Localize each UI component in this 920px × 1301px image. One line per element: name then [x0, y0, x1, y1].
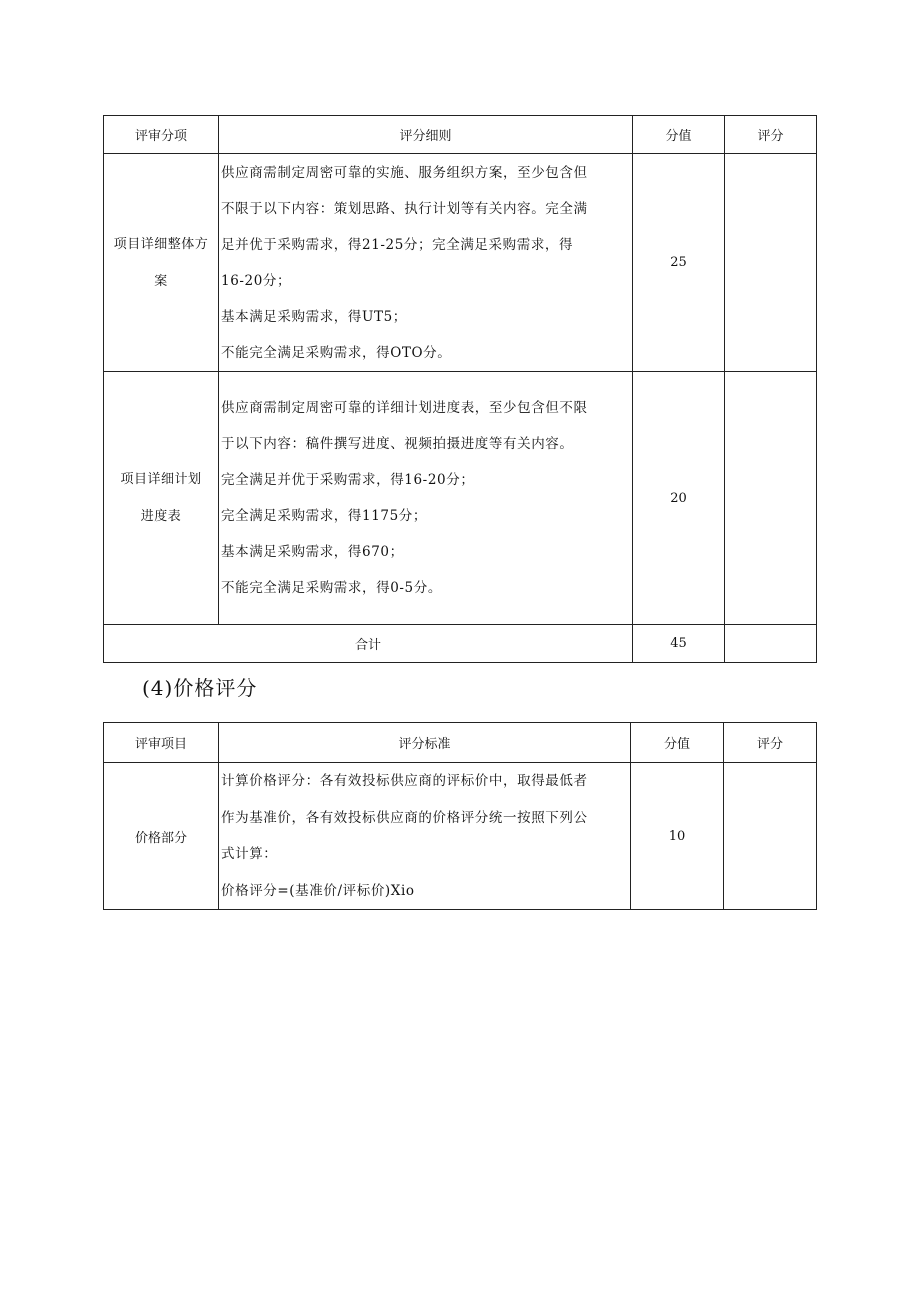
total-value: 45 — [633, 625, 725, 663]
review-item-cell: 价格部分 — [104, 763, 219, 910]
header-score: 评分 — [725, 116, 817, 154]
section-heading-price: (4)价格评分 — [142, 676, 258, 700]
review-item-line: 项目详细计划 — [120, 472, 202, 487]
total-score-cell[interactable] — [725, 625, 817, 663]
header-criteria: 评分标准 — [219, 723, 631, 763]
criteria-line: 式计算： — [221, 846, 278, 862]
score-cell[interactable] — [725, 372, 817, 625]
criteria-line: 计算价格评分：各有效投标供应商的评标价中，取得最低者 — [221, 773, 588, 789]
table-header-row — [104, 723, 817, 763]
total-row — [104, 625, 817, 663]
points-cell: 10 — [631, 763, 724, 910]
header-review-item: 评审项目 — [104, 723, 219, 763]
criteria-line: 不能完全满足采购需求，得0-5分。 — [221, 580, 442, 596]
criteria-line: 16-20分； — [221, 272, 292, 289]
criteria-line: 作为基准价，各有效投标供应商的价格评分统一按照下列公 — [221, 809, 588, 826]
table-row — [104, 763, 817, 910]
criteria-line: 基本满足采购需求，得UT5； — [221, 308, 407, 325]
criteria-line: 于以下内容：稿件撰写进度、视频拍摄进度等有关内容。 — [221, 436, 574, 452]
header-points: 分值 — [631, 723, 724, 763]
criteria-line: 足并优于采购需求，得21-25分；完全满足采购需求，得 — [221, 236, 574, 253]
header-review-item: 评审分项 — [104, 116, 219, 154]
review-item-line: 项目详细整体方 — [113, 236, 209, 252]
scoring-table-2 — [103, 722, 817, 910]
criteria-line: 供应商需制定周密可靠的实施、服务组织方案，至少包含但 — [221, 164, 588, 181]
criteria-line: 完全满足采购需求，得1175分； — [221, 508, 427, 524]
criteria-line: 基本满足采购需求，得670； — [221, 544, 404, 560]
criteria-line: 不能完全满足采购需求，得OTO分。 — [221, 344, 452, 361]
score-cell[interactable] — [725, 154, 817, 372]
review-item-cell — [104, 372, 219, 625]
total-label: 合计 — [104, 625, 633, 663]
review-item-line: 案 — [154, 273, 168, 289]
table-row — [104, 372, 817, 625]
points-cell: 25 — [633, 154, 725, 372]
review-item-cell — [104, 154, 219, 372]
criteria-line: 不限于以下内容：策划思路、执行计划等有关内容。完全满 — [221, 200, 588, 217]
criteria-line: 完全满足并优于采购需求，得16-20分； — [221, 472, 475, 488]
review-item-line: 进度表 — [140, 509, 182, 524]
header-score: 评分 — [724, 723, 817, 763]
table-header-row — [104, 116, 817, 154]
header-points: 分值 — [633, 116, 725, 154]
points-cell: 20 — [633, 372, 725, 625]
table-row — [104, 154, 817, 372]
criteria-cell — [219, 154, 633, 372]
header-criteria: 评分细则 — [219, 116, 633, 154]
score-cell[interactable] — [724, 763, 817, 910]
criteria-line: 价格评分=(基准价/评标价)Xio — [221, 882, 415, 899]
criteria-cell — [219, 372, 633, 625]
criteria-line: 供应商需制定周密可靠的详细计划进度表，至少包含但不限 — [221, 400, 588, 416]
scoring-table-1 — [103, 115, 817, 663]
criteria-cell — [219, 763, 631, 910]
